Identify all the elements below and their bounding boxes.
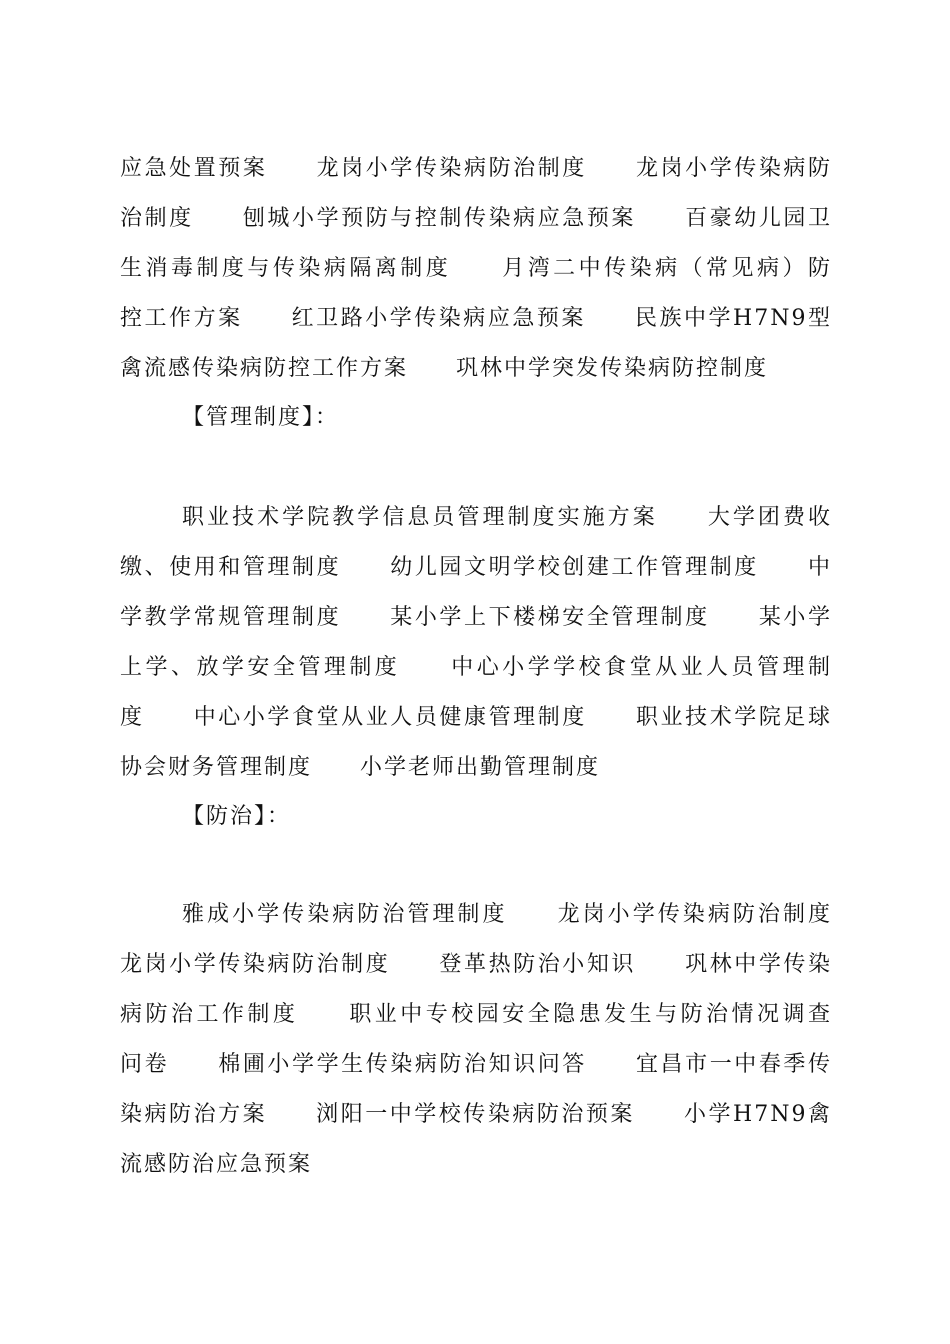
text-line: 禽流感传染病防控工作方案 巩林中学突发传染病防控制度 [120, 356, 769, 381]
text-line: 度 中心小学食堂从业人员健康管理制度 职业技术学院足球 [120, 705, 832, 730]
text-line: 缴、使用和管理制度 幼儿园文明学校创建工作管理制度 中 [120, 555, 832, 580]
text-line: 龙岗小学传染病防治制度 登革热防治小知识 巩林中学传染 [120, 952, 832, 977]
text-line: 职业技术学院教学信息员管理制度实施方案 大学团费收 [182, 505, 832, 530]
section-prevention-list [120, 890, 832, 1190]
text-line: 流感防治应急预案 [120, 1152, 313, 1177]
section-infectious-disease-list [120, 144, 832, 394]
text-line: 学教学常规管理制度 某小学上下楼梯安全管理制度 某小学 [120, 605, 832, 630]
text-line: 染病防治方案 浏阳一中学校传染病防治预案 小学H7N9禽 [120, 1102, 832, 1127]
text-line: 治制度 刨城小学预防与控制传染病应急预案 百豪幼儿园卫 [120, 206, 832, 231]
text-line: 协会财务管理制度 小学老师出勤管理制度 [120, 755, 601, 780]
text-line: 上学、放学安全管理制度 中心小学学校食堂从业人员管理制 [120, 655, 832, 680]
section-management-list [120, 493, 832, 793]
heading-management: 【管理制度】： [182, 405, 340, 430]
text-line: 病防治工作制度 职业中专校园安全隐患发生与防治情况调查 [120, 1002, 832, 1027]
text-line: 问卷 棉圃小学学生传染病防治知识问答 宜昌市一中春季传 [120, 1052, 832, 1077]
text-line: 雅成小学传染病防治管理制度 龙岗小学传染病防治制度 [182, 902, 832, 927]
text-line: 控工作方案 红卫路小学传染病应急预案 民族中学H7N9型 [120, 306, 832, 331]
text-line: 生消毒制度与传染病隔离制度 月湾二中传染病（常见病）防 [120, 256, 832, 281]
text-line: 应急处置预案 龙岗小学传染病防治制度 龙岗小学传染病防 [120, 156, 832, 181]
heading-prevention: 【防治】： [182, 804, 292, 829]
